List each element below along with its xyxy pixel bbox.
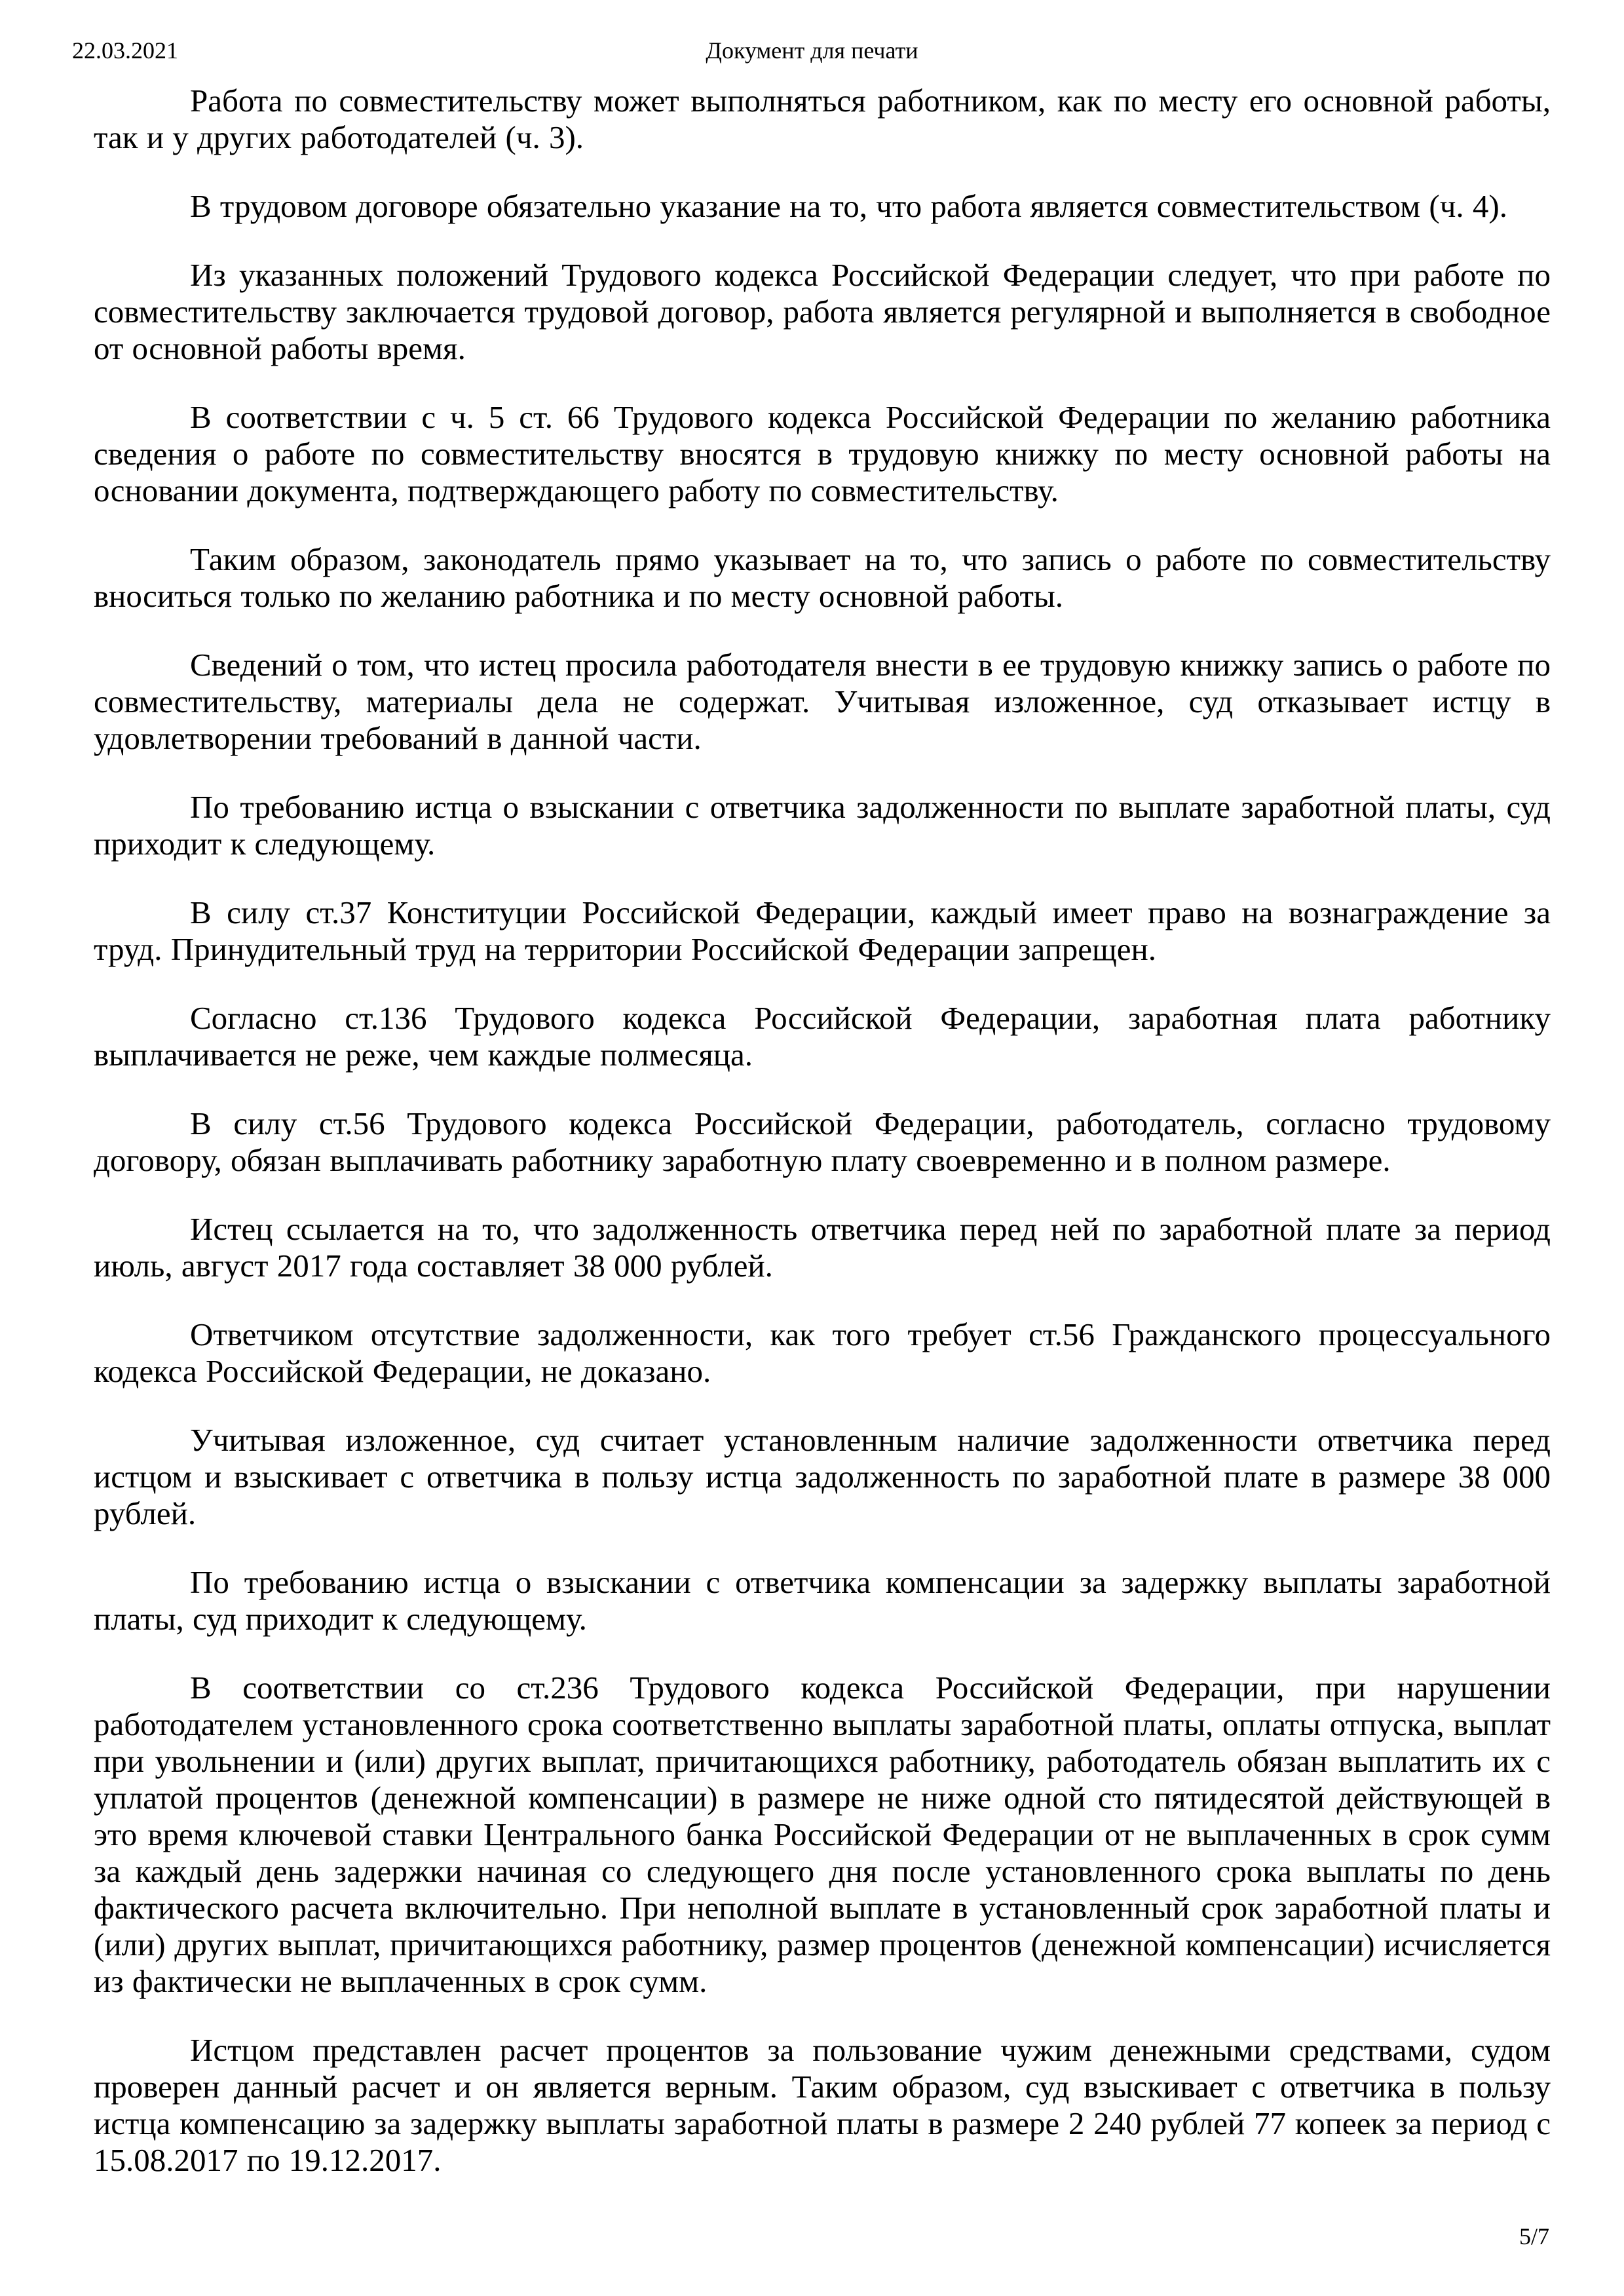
paragraph: Сведений о том, что истец просила работодателя внести в ее трудовую книжку запись о работе по совместительству, материалы дела не содержат. Учитывая изложенное, суд отказывает истцу в удовлетворении требований в данной части. [94,647,1551,756]
paragraph: По требованию истца о взыскании с ответчика компенсации за задержку выплаты заработной платы, суд приходит к следующему. [94,1564,1551,1637]
paragraph: Из указанных положений Трудового кодекса Российской Федерации следует, что при работе по совместительству заключается трудовой договор, работа является регулярной и выполняется в свободное от основной работы время. [94,257,1551,366]
paragraph: Истцом представлен расчет процентов за пользование чужим денежными средствами, судом проверен данный расчет и он является верным. Таким образом, суд взыскивает с ответчика в пользу истца компенсацию за задержку выплаты заработной платы в размере 2 240 рублей 77 копеек за период с 15.08.2017 по 19.12.2017. [94,2032,1551,2178]
document-title: Документ для печати [706,37,918,64]
paragraph: Ответчиком отсутствие задолженности, как того требует ст.56 Гражданского процессуального кодекса Российской Федерации, не доказано. [94,1316,1551,1389]
paragraph: Таким образом, законодатель прямо указывает на то, что запись о работе по совместительству вноситься только по желанию работника и по месту основной работы. [94,541,1551,614]
paragraph: В трудовом договоре обязательно указание на то, что работа является совместительством (ч. 4). [190,188,1507,224]
paragraph: В соответствии с ч. 5 ст. 66 Трудового кодекса Российской Федерации по желанию работника сведения о работе по совместительству вносятся в трудовую книжку по месту основной работы на основании документа, подтверждающего работу по совместительству. [94,399,1551,508]
print-date: 22.03.2021 [72,37,178,64]
paragraph: Истец ссылается на то, что задолженность ответчика перед ней по заработной плате за период июль, август 2017 года составляет 38 000 рублей. [94,1211,1551,1284]
paragraph: Учитывая изложенное, суд считает установленным наличие задолженности ответчика перед истцом и взыскивает с ответчика в пользу истца задолженность по заработной плате в размере 38 000 рублей. [94,1422,1551,1531]
document-body [94,83,1551,2211]
paragraph: По требованию истца о взыскании с ответчика задолженности по выплате заработной платы, суд приходит к следующему. [94,789,1551,862]
paragraph: Работа по совместительству может выполняться работником, как по месту его основной работы, так и у других работодателей (ч. 3). [94,83,1551,155]
page-number: 5/7 [1519,2223,1549,2249]
paragraph: Согласно ст.136 Трудового кодекса Российской Федерации, заработная плата работнику выплачивается не реже, чем каждые полмесяца. [94,1000,1551,1073]
paragraph: В соответствии со ст.236 Трудового кодекса Российской Федерации, при нарушении работодателем установленного срока соответственно выплаты заработной платы, оплаты отпуска, выплат при увольнении и (или) других выплат, причитающихся работнику, работодатель обязан выплатить их с уплатой процентов (денежной компенсации) в размере не ниже одной сто пятидесятой действующей в это время ключевой ставки Центрального банка Российской Федерации от не выплаченных в срок сумм за каждый день задержки начиная со следующего дня после установленного срока выплаты по день фактического расчета включительно. При неполной выплате в установленный срок заработной платы и (или) других выплат, причитающихся работнику, размер процентов (денежной компенсации) исчисляется из фактически не выплаченных в срок сумм. [94,1670,1551,1999]
paragraph: В силу ст.56 Трудового кодекса Российской Федерации, работодатель, согласно трудовому договору, обязан выплачивать работнику заработную плату своевременно и в полном размере. [94,1105,1551,1178]
paragraph: В силу ст.37 Конституции Российской Федерации, каждый имеет право на вознаграждение за труд. Принудительный труд на территории Российской Федерации запрещен. [94,894,1551,967]
